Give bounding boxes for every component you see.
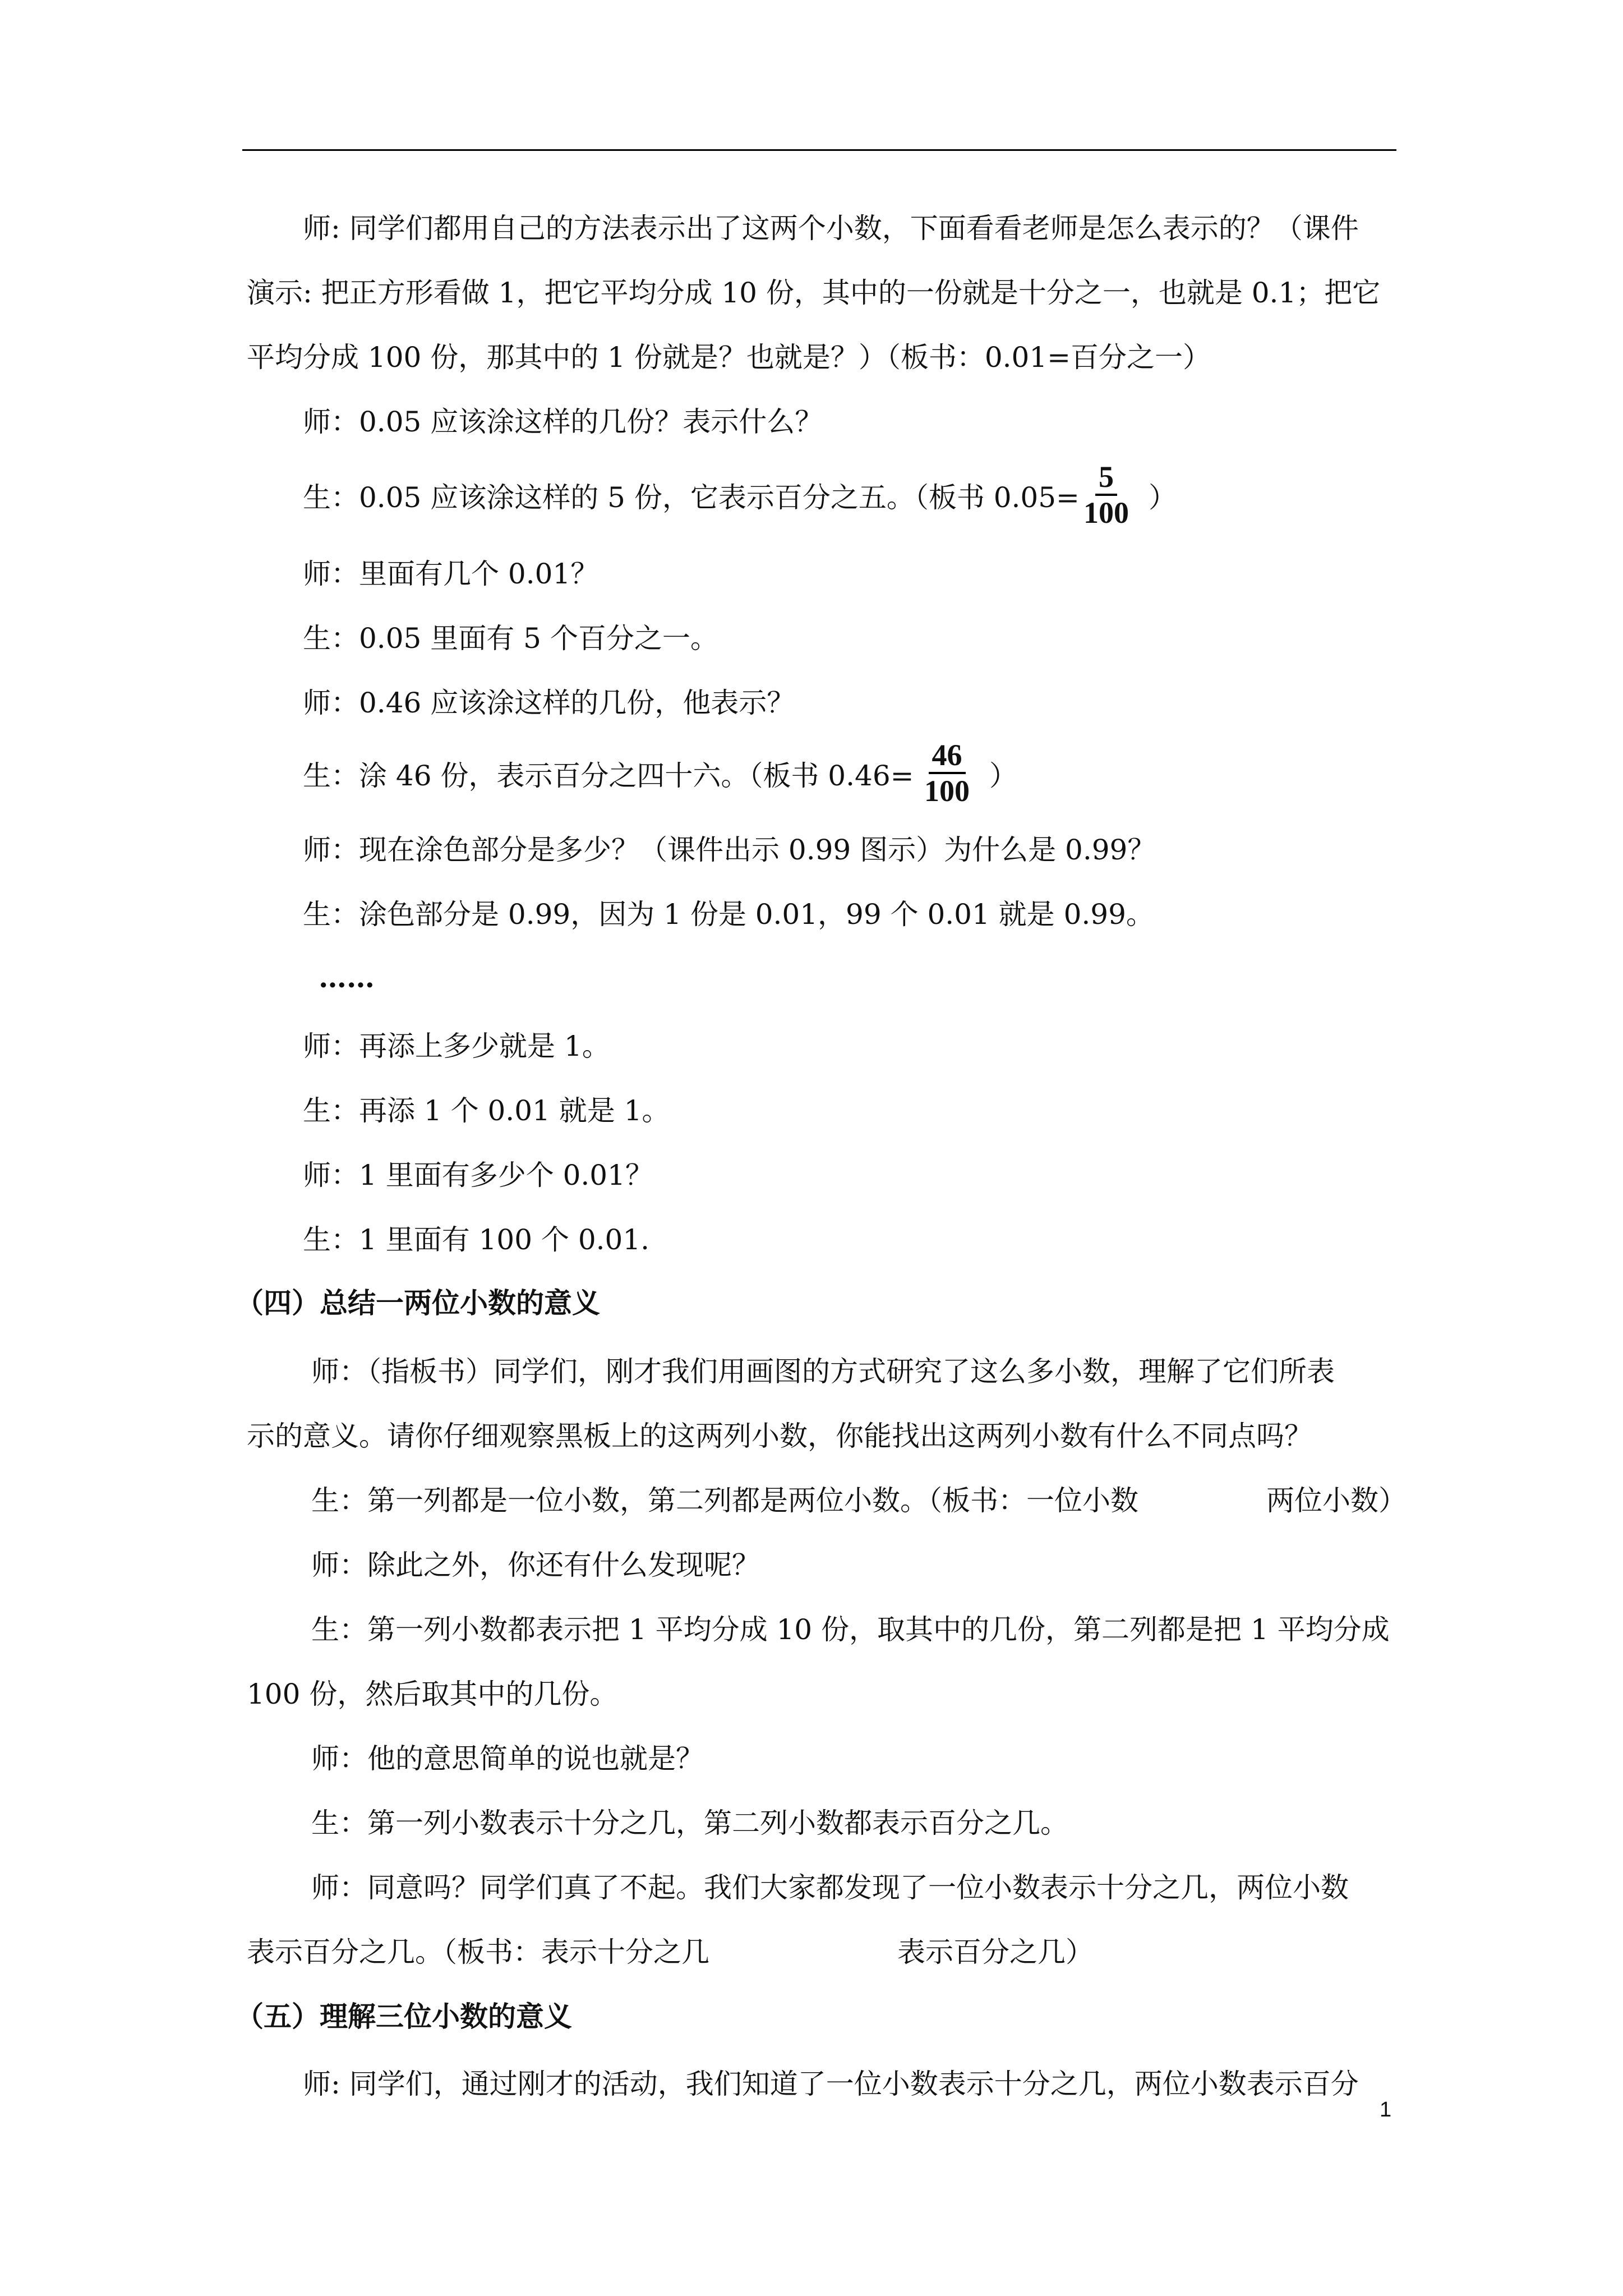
text-line: 师：0.05 应该涂这样的几份？表示什么？: [303, 406, 823, 438]
text-line: 师：再添上多少就是 1。: [303, 1030, 610, 1062]
text-line: 平均分成 100 份，那其中的 1 份就是？也就是？）（板书：0.01=百分之一）: [247, 341, 1211, 374]
section-heading-4: （四）总结一两位小数的意义: [236, 1286, 600, 1319]
text-line: 生：0.05 里面有 5 个百分之一。: [303, 622, 718, 655]
text-line-continuation: 两位小数）: [1266, 1484, 1407, 1517]
text-line: 100 份，然后取其中的几份。: [247, 1678, 618, 1710]
fraction-numerator: 46: [929, 738, 966, 774]
fraction-denominator: 100: [924, 774, 970, 808]
text-line: 师：同意吗？同学们真了不起。我们大家都发现了一位小数表示十分之几，两位小数: [311, 1871, 1349, 1904]
fraction-5-100: [1083, 460, 1129, 530]
text-line: 生：再添 1 个 0.01 就是 1。: [303, 1094, 670, 1127]
page-number: 1: [1380, 2098, 1392, 2122]
fraction-46-100: [924, 738, 970, 808]
text-line: 演示: 把正方形看做 1，把它平均分成 10 份，其中的一份就是十分之一，也就是 0.1；把它: [247, 277, 1381, 309]
text-line: 生：第一列小数表示十分之几，第二列小数都表示百分之几。: [311, 1807, 1068, 1839]
text-line-continuation: 表示百分之几）: [897, 1936, 1094, 1968]
text-line: 师：（指板书）同学们，刚才我们用画图的方式研究了这么多小数，理解了它们所表: [311, 1355, 1335, 1388]
text-line: 师: 同学们都用自己的方法表示出了这两个小数，下面看看老师是怎么表示的？（课件: [303, 212, 1359, 245]
text-line: 师：1 里面有多少个 0.01？: [303, 1159, 653, 1191]
text-line: 生：1 里面有 100 个 0.01.: [303, 1223, 650, 1256]
text-line: 师：他的意思简单的说也就是？: [311, 1742, 704, 1775]
text-line: 师：0.46 应该涂这样的几份，他表示？: [303, 687, 795, 719]
text-line: 师: 同学们，通过刚才的活动，我们知道了一位小数表示十分之几，两位小数表示百分: [303, 2068, 1359, 2100]
fraction-denominator: 100: [1083, 496, 1129, 530]
text-line: 生：涂 46 份，表示百分之四十六。（板书 0.46=: [303, 760, 914, 792]
text-line: 示的意义。请你仔细观察黑板上的这两列小数，你能找出这两列小数有什么不同点吗？: [247, 1420, 1312, 1452]
fraction-numerator: 5: [1095, 460, 1117, 496]
text-line: 生：0.05 应该涂这样的 5 份，它表示百分之五。（板书 0.05=: [303, 481, 1080, 514]
closing-paren: ）: [989, 760, 1017, 792]
text-line: 生：第一列小数都表示把 1 平均分成 10 份，取其中的几份，第二列都是把 1 平均分成: [311, 1613, 1390, 1646]
closing-paren: ）: [1149, 481, 1177, 514]
text-line: 师：里面有几个 0.01？: [303, 558, 599, 590]
section-heading-5: （五）理解三位小数的意义: [236, 2000, 572, 2033]
ellipsis: ……: [319, 961, 375, 994]
text-line: 生：涂色部分是 0.99，因为 1 份是 0.01，99 个 0.01 就是 0.99。: [303, 898, 1154, 931]
text-line: 表示百分之几。（板书：表示十分之几: [247, 1936, 709, 1968]
text-line: 师：现在涂色部分是多少？（课件出示 0.99 图示）为什么是 0.99？: [303, 834, 1156, 866]
text-line: 师：除此之外，你还有什么发现呢？: [311, 1549, 760, 1581]
header-rule: [242, 149, 1396, 151]
text-line: 生：第一列都是一位小数，第二列都是两位小数。（板书：一位小数: [311, 1484, 1138, 1517]
